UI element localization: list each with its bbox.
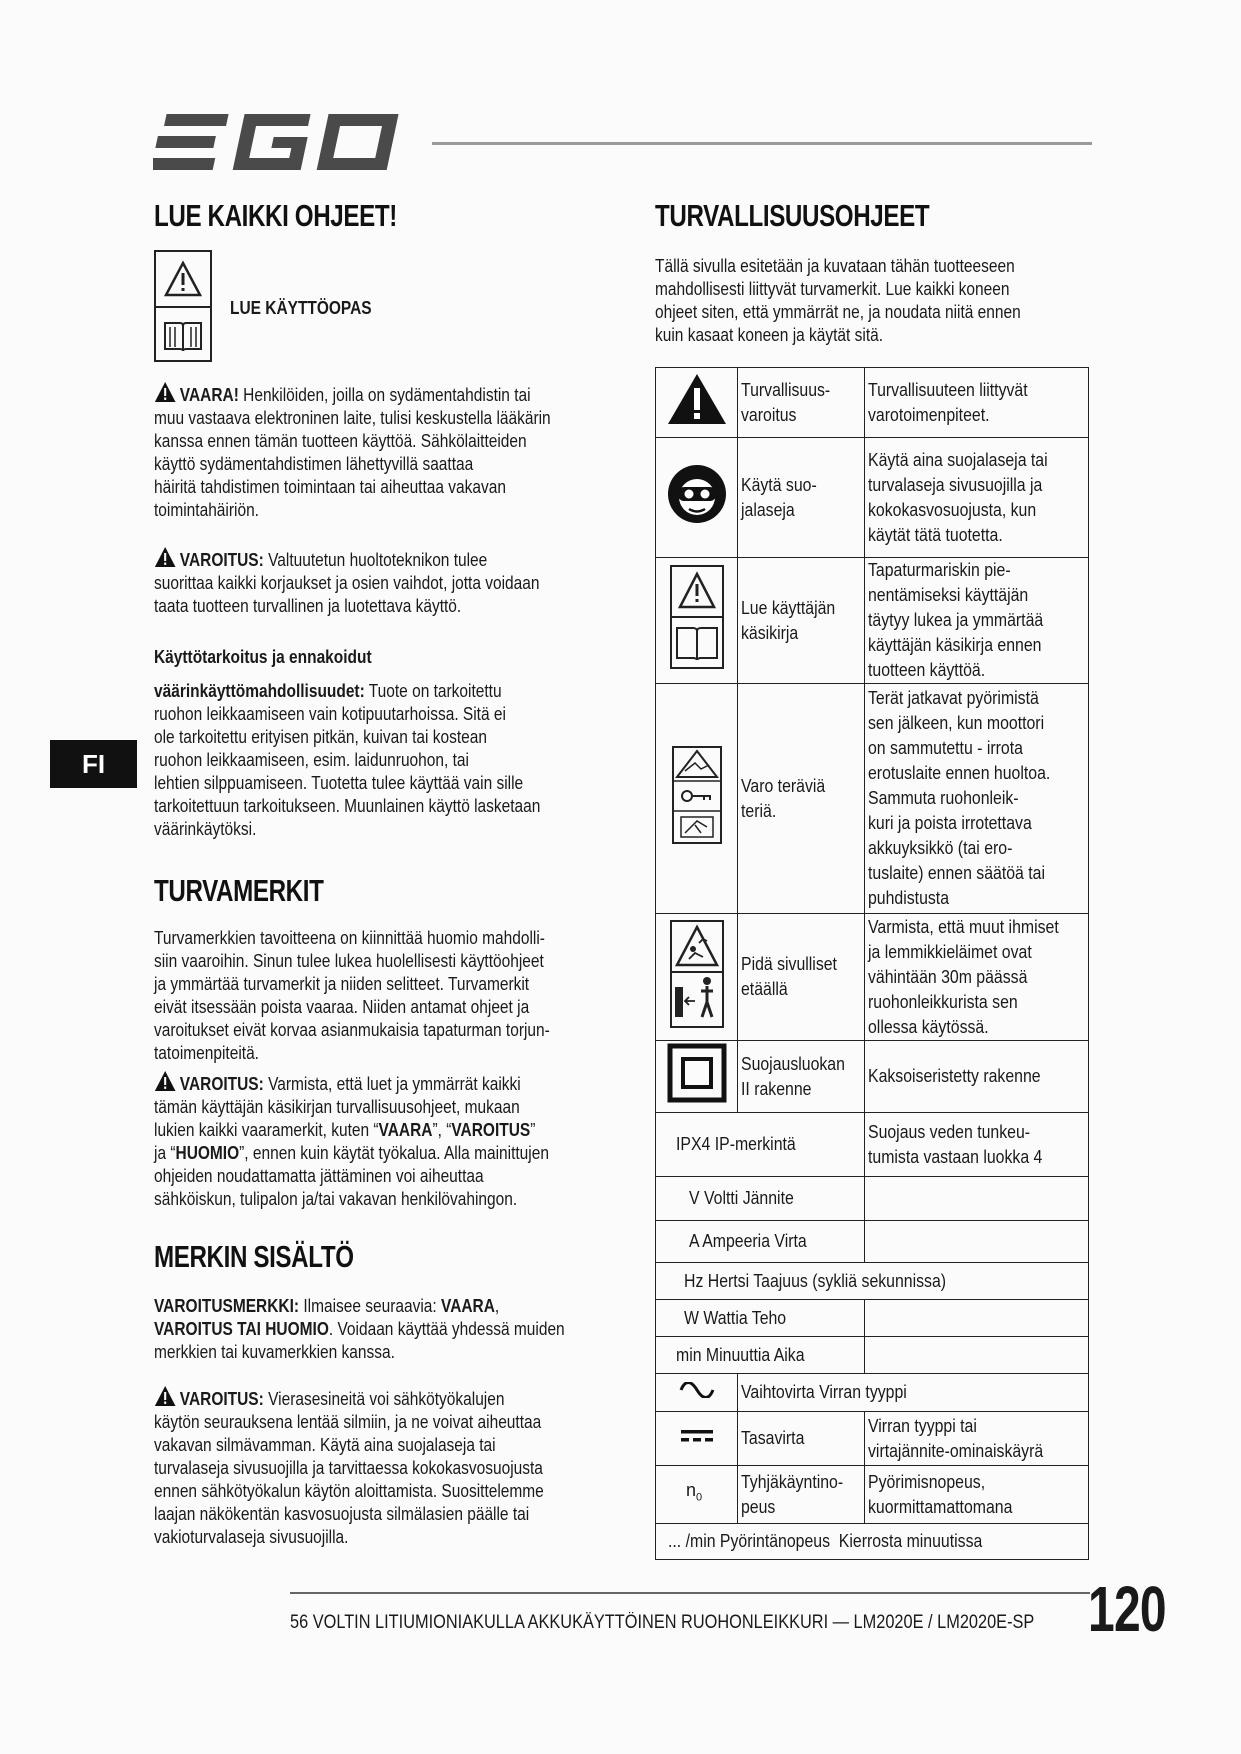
language-tab-fi: FI: [50, 740, 137, 788]
table-row: Turvallisuus- varoitus Turvallisuuteen liittyvät varotoimenpiteet.: [656, 368, 1089, 438]
intended-use-paragraph: Käyttötarkoitus ja ennakoidut väärinkäyttömahdollisuudet: Tuote on tarkoitettu ruohon leikkaamiseen vain kotipuutarhoissa. Sitä ei ole tarkoitettu erityisen pitkän, kuivan tai kostean ruohon leikkaamiseen, esim. laidunruohon, tai lehtien silppuamiseen. Tuotetta tulee käyttää vain sille tarkoitettuun tarkoitukseen. Muunlainen käyttö lasketaan väärinkäytöksi.: [154, 647, 541, 839]
table-row: A Ampeeria Virta: [656, 1221, 1089, 1263]
warning-triangle-icon: [163, 260, 203, 298]
read-manual-symbol: [154, 250, 212, 362]
no-load-speed-symbol: $n_0$: [686, 1480, 703, 1504]
safety-alert-icon: [666, 372, 728, 426]
read-manual-icon: [669, 564, 725, 670]
signal-word-paragraph: VAROITUSMERKKI: Ilmaisee seuraavia: VAARA, VAROITUS TAI HUOMIO. Voidaan käyttää yhdessä muiden merkkien tai kuvamerkkien kanssa.: [154, 1296, 565, 1362]
table-row: Hz Hertsi Taajuus (sykliä sekunnissa): [656, 1263, 1089, 1300]
danger-label: VAARA!: [179, 385, 239, 405]
warning-triangle-icon: [154, 1385, 176, 1407]
service-warning-paragraph: VAROITUS: Valtuutetun huoltoteknikon tulee suorittaa kaikki korjaukset ja osien vaihdot, jotta voidaan taata tuotteen turvallinen ja luotettava käyttö.: [154, 546, 540, 618]
class-ii-double-insulation-icon: [667, 1043, 727, 1103]
symbol-content-heading: MERKIN SISÄLTÖ: [154, 1239, 354, 1274]
safety-symbols-table: [655, 367, 1089, 1560]
table-row: Varo teräviä teriä. Terät jatkavat pyörimistä sen jälkeen, kun moottori on sammutettu - irrota erotuslaite ennen huoltoa. Sammuta ruohonleik- kuri ja poista irrotettava akkuyksikkö (tai ero- tuslaite) ennen säätöä tai puhdistusta: [656, 684, 1089, 914]
alternating-current-icon: [679, 1382, 715, 1398]
keep-bystanders-away-icon: [669, 919, 725, 1029]
sharp-blades-icon: [671, 745, 723, 845]
wear-eye-protection-icon: [666, 463, 728, 525]
table-row: Tasavirta Virran tyyppi tai virtajännite-ominaiskäyrä: [656, 1412, 1089, 1466]
read-manual-label: LUE KÄYTTÖOPAS: [230, 298, 372, 318]
table-row: Lue käyttäjän käsikirja Tapaturmariskin pie- nentämiseksi käyttäjän täytyy lukea ja ymmärtää käyttäjän käsikirja ennen tuotteen käyttöä.: [656, 558, 1089, 684]
table-row: ... /min Pyörintänopeus Kierrosta minuutissa: [656, 1524, 1089, 1560]
safety-symbols-paragraph: Turvamerkkien tavoitteena on kiinnittää huomio mahdolli- siin vaaroihin. Sinun tulee lukea huolellisesti käyttöohjeet ja ymmärtää turvamerkit ja niiden selitteet. Turvamerkit eivät itsessään poista vaaraa. Niiden antamat ohjeet ja varoitukset eivät korvaa asianmukaisia tapaturman torjun- tatoimenpiteitä.: [154, 928, 550, 1063]
ego-logo: [153, 112, 408, 172]
read-rules-warning-paragraph: VAROITUS: Varmista, että luet ja ymmärrät kaikki tämän käyttäjän käsikirjan turvallisuusohjeet, mukaan lukien kaikki vaaramerkit, kuten “VAARA”, “VAROITUS” ja “HUOMIO”, ennen kuin käytät työkalua. Alla mainittujen ohjeiden noudattamatta jättäminen voi aiheuttaa sähköiskun, tulipalon ja/tai vakavan henkilövahingon.: [154, 1070, 549, 1211]
table-row: min Minuuttia Aika: [656, 1337, 1089, 1374]
danger-paragraph: VAARA! Henkilöiden, joilla on sydämentahdistin tai muu vastaava elektroninen laite, tulisi keskustella lääkärin kanssa ennen tämän tuotteen käyttöä. Sähkölaitteiden käyttö sydämentahdistimen lähettyvillä saattaa häiritä tahdistimen toimintaan tai aiheuttaa vakavan toimintahäiriön.: [154, 381, 551, 522]
table-row: Vaihtovirta Virran tyyppi: [656, 1374, 1089, 1412]
table-row: W Wattia Teho: [656, 1300, 1089, 1337]
open-book-icon: [162, 317, 204, 353]
safety-symbols-heading: TURVAMERKIT: [154, 873, 324, 908]
table-row: Pidä sivulliset etäällä Varmista, että muut ihmiset ja lemmikkieläimet ovat vähintään 30m päässä ruohonleikkurista sen ollessa käytössä.: [656, 914, 1089, 1041]
warning-triangle-icon: [154, 546, 176, 568]
header-rule: [432, 142, 1092, 145]
warning-triangle-icon: [154, 381, 176, 403]
eye-protection-warning-paragraph: VAROITUS: Vierasesineitä voi sähkötyökalujen käytön seurauksena lentää silmiin, ja ne voivat aiheuttaa vakavan silmävamman. Käytä aina suojalaseja tai turvalaseja sivusuojilla ja tarvittaessa kokokasvosuojusta ennen sähkötyökalun käytön aloittamista. Suosittelemme laajan näkökentän kasvosuojusta silmälasien päälle tai vakioturvalaseja sivusuojilla.: [154, 1385, 544, 1549]
table-row: Suojausluokan II rakenne Kaksoiseristetty rakenne: [656, 1041, 1089, 1113]
safety-instructions-heading: TURVALLISUUSOHJEET: [655, 198, 930, 233]
table-row: V Voltti Jännite: [656, 1177, 1089, 1221]
table-row: $n_0$ Tyhjäkäyntino- peus Pyörimisnopeus, kuormittamattomana: [656, 1466, 1089, 1524]
warning-triangle-icon: [154, 1070, 176, 1092]
table-row: IPX4 IP-merkintä Suojaus veden tunkeu- tumista vastaan luokka 4: [656, 1113, 1089, 1177]
direct-current-icon: [679, 1428, 715, 1444]
table-row: Käytä suo- jalaseja Käytä aina suojalaseja tai turvalaseja sivusuojilla ja kokokasvosuojusta, kun käytät tätä tuotetta.: [656, 438, 1089, 558]
safety-intro-paragraph: Tällä sivulla esitetään ja kuvataan tähän tuotteeseen mahdollisesti liittyvät turvamerkit. Lue kaikki koneen ohjeet siten, että ymmärrät ne, ja noudata niitä ennen kuin kasaat koneen ja käytät sitä.: [655, 256, 1021, 345]
footer-rule: [290, 1592, 1090, 1594]
footer-product-line: 56 VOLTIN LITIUMIONIAKULLA AKKUKÄYTTÖINEN RUOHONLEIKKURI — LM2020E / LM2020E-SP: [290, 1612, 1035, 1633]
intended-use-heading: Käyttötarkoitus ja ennakoidut: [154, 647, 372, 667]
page-number: 120: [1088, 1573, 1166, 1645]
read-all-instructions-heading: LUE KAIKKI OHJEET!: [154, 198, 397, 233]
